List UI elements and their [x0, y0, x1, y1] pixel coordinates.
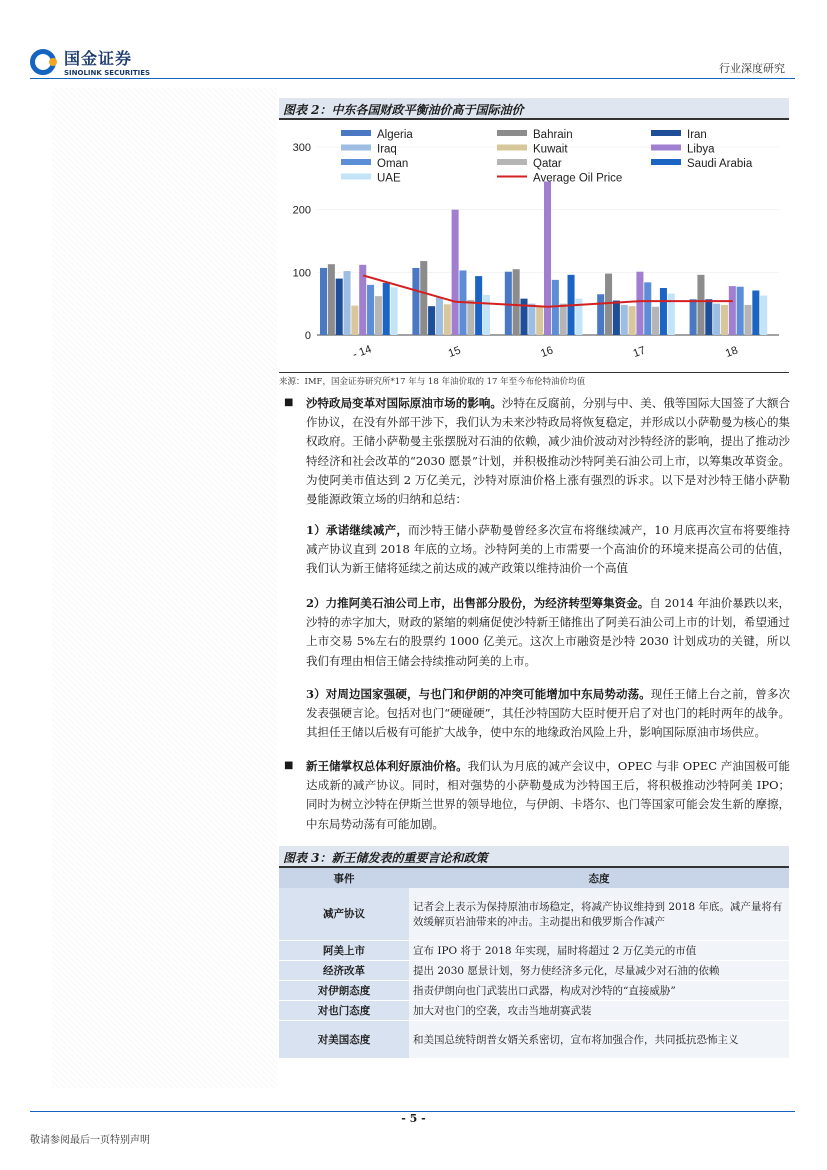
- legend-swatch: [341, 174, 371, 180]
- section2-text: 我们认为月底的减产会议中，OPEC 与非 OPEC 产油国极可能达成新的减产协议。同时，相对强势的小萨勒曼成为沙特国王后，将积极推动沙特阿美 IPO；同时为树立沙特在伊斯兰世界的领导地位，与伊朗、卡塔尔、也门等国家可能会发生新的摩擦，中东局势动荡有可能加剧。: [306, 759, 790, 831]
- col-event-header: 事件: [279, 868, 409, 888]
- legend-swatch: [497, 130, 527, 136]
- point2-paragraph: [306, 594, 790, 671]
- figure2-title: 图表 2：中东各国财政平衡油价高于国际油价: [279, 98, 789, 120]
- bar: [391, 287, 398, 335]
- legend-label: Iraq: [377, 143, 397, 156]
- bar: [760, 296, 767, 335]
- attitude-cell: 加大对也门的空袭，攻击当地胡赛武装: [409, 1000, 789, 1020]
- point1-paragraph: [306, 521, 790, 579]
- page-number: - 5 -: [401, 1112, 426, 1125]
- bar: [660, 288, 667, 335]
- bar: [721, 305, 728, 335]
- legend-label: Saudi Arabia: [687, 158, 753, 170]
- attitude-cell: 宣布 IPO 将于 2018 年实现，届时将超过 2 万亿美元的市值: [409, 940, 789, 960]
- logo-cn: 国金证券: [64, 49, 133, 68]
- section2-paragraph: [306, 757, 790, 834]
- y-tick-label: 0: [304, 330, 311, 342]
- bar: [344, 271, 351, 335]
- bar: [383, 283, 390, 335]
- section1-text: 沙特在反腐前，分别与中、美、俄等国际大国签了大额合作协议，在没有外部干涉下，我们认为未来沙特政局将恢复稳定，并形成以小萨勒曼为核心的集权政府。王储小萨勒曼主张摆脱对石油的依赖，减少油价波动对沙特经济的影响，提出了推动沙特经济和社会改革的“2030 愿景”计划，并积极推动沙特阿美石油公司上市，以筹集改革资金。为使阿美市值达到 2 万亿美元，沙特对原油价格上涨有强烈的诉求。以下是对沙特王储小萨勒曼能源政策立场的归纳和总结：: [306, 396, 791, 507]
- bar: [483, 295, 490, 335]
- bar: [636, 272, 643, 335]
- attitude-cell: 指责伊朗向也门武装出口武器，构成对沙特的“直接威胁”: [409, 980, 789, 1000]
- logo-icon: [30, 49, 56, 75]
- legend-swatch: [651, 130, 681, 136]
- point3-lead: 3）对周边国家强硬，与也门和伊朗的冲突可能增加中东局势动荡。: [306, 687, 651, 701]
- bar: [544, 181, 551, 335]
- legend-swatch: [651, 145, 681, 151]
- policy-table: [279, 868, 789, 1059]
- legend-swatch: [341, 159, 371, 165]
- legend-label: Average Oil Price: [533, 172, 623, 185]
- legend-swatch: [341, 130, 371, 136]
- company-logo: [30, 46, 150, 77]
- sidebar-background: [52, 88, 277, 1088]
- bar: [536, 306, 543, 335]
- bar: [690, 299, 697, 335]
- legend-label: Kuwait: [533, 143, 568, 156]
- point2-lead: 2）力推阿美石油公司上市，出售部分股份，为经济转型筹集资金。: [306, 596, 650, 610]
- bar: [467, 300, 474, 335]
- legend-swatch: [497, 159, 527, 165]
- section1-lead: 沙特政局变革对国际原油市场的影响。: [306, 396, 502, 410]
- bar: [597, 294, 604, 335]
- bar: [436, 297, 443, 335]
- figure2-source: 来源：IMF，国金证券研究所*17 年与 18 年油价取的 17 年至今布伦特油价均值: [279, 372, 789, 387]
- table-row: [279, 888, 789, 940]
- bar: [713, 304, 720, 335]
- bar: [336, 279, 343, 335]
- bar: [744, 305, 751, 335]
- point2-text: 自 2014 年油价暴跌以来，沙特的赤字加大，财政的紧缩的刺痛促使沙特新王储推出了阿美石油公司上市的计划，希望通过上市交易 5%左右的股票约 1000 亿美元。这次上市融资是沙特 2030 计划成功的关键，所以我们有理由相信王储会持续推动阿美的上市。: [306, 596, 791, 668]
- logo-en: SINOLINK SECURITIES: [64, 69, 151, 77]
- col-attitude-header: 态度: [409, 868, 789, 888]
- legend-label: Bahrain: [533, 129, 573, 141]
- bar: [428, 306, 435, 335]
- bar: [452, 210, 459, 335]
- bar: [697, 275, 704, 335]
- bar: [444, 304, 451, 335]
- point3-text: 现任王储上台之前，曾多次发表强硬言论。包括对也门“硬碰硬”，其任沙特国防大臣时便开启了对也门的耗时两年的战争。其担任王储以后极有可能扩大战争，使中东的地缘政治风险上升，影响国际原油市场供应。: [306, 687, 791, 740]
- bar: [475, 276, 482, 335]
- page-header: [0, 0, 827, 82]
- bar: [729, 286, 736, 335]
- point1-lead: 1）承诺继续减产，: [306, 523, 409, 537]
- point3-paragraph: [306, 685, 790, 743]
- attitude-cell: 和美国总统特朗普女婿关系密切，宣布将加强合作，共同抵抗恐怖主义: [409, 1020, 789, 1058]
- y-tick-label: 300: [292, 142, 311, 154]
- x-tick-label: 18: [723, 344, 740, 360]
- x-tick-label: 16: [539, 344, 555, 360]
- legend-label: Qatar: [533, 158, 562, 170]
- table-row: [279, 1000, 789, 1020]
- x-tick-label: - 14: [351, 343, 374, 362]
- bar: [668, 294, 675, 335]
- legend-label: Algeria: [377, 129, 413, 141]
- table-row: [279, 960, 789, 980]
- bar: [367, 285, 374, 335]
- bar: [621, 305, 628, 335]
- bar: [351, 306, 358, 335]
- chart-svg: [279, 122, 789, 370]
- bar: [520, 299, 527, 335]
- table-header-row: [279, 868, 789, 888]
- legend-label: Iran: [687, 129, 707, 141]
- bar: [513, 269, 520, 335]
- x-tick-label: 17: [631, 344, 648, 360]
- bar: [652, 307, 659, 335]
- legend-label: UAE: [377, 172, 401, 185]
- bar: [705, 299, 712, 335]
- section1-paragraph: [306, 394, 790, 509]
- bar: [737, 287, 744, 335]
- bar: [412, 268, 419, 335]
- y-tick-label: 100: [292, 267, 311, 280]
- section2-lead: 新王储掌权总体利好原油价格。: [306, 759, 468, 773]
- event-cell: 对也门态度: [279, 1000, 409, 1020]
- bar: [629, 306, 636, 335]
- bar: [605, 274, 612, 335]
- y-tick-label: 200: [292, 204, 311, 217]
- bar: [505, 272, 512, 335]
- bar: [328, 264, 335, 335]
- table-row: [279, 1020, 789, 1058]
- legend-swatch: [651, 159, 681, 165]
- event-cell: 对伊朗态度: [279, 980, 409, 1000]
- oil-price-chart: [279, 122, 789, 370]
- x-tick-label: 15: [446, 344, 463, 360]
- event-cell: 减产协议: [279, 888, 409, 940]
- figure3-title: 图表 3：新王储发表的重要言论和政策: [279, 846, 789, 868]
- bar: [613, 301, 620, 335]
- bullet-icon: ■: [284, 760, 294, 771]
- legend-swatch: [497, 145, 527, 151]
- event-cell: 经济改革: [279, 960, 409, 980]
- bar: [560, 304, 567, 335]
- point1-text: 而沙特王储小萨勒曼曾经多次宣布将继续减产，10 月底再次宣布将要维持减产协议直到 2018 年底的立场。沙特阿美的上市需要一个高油价的环境来提高公司的估值，我们认为新王储将延续之前达成的减产政策以维持油价一个高值: [306, 523, 790, 576]
- header-divider: [30, 78, 795, 79]
- bar: [320, 268, 327, 335]
- disclaimer-note: 敬请参阅最后一页特别声明: [30, 1135, 150, 1146]
- attitude-cell: 提出 2030 愿景计划，努力使经济多元化，尽量减少对石油的依赖: [409, 960, 789, 980]
- legend-swatch: [341, 145, 371, 151]
- table-row: [279, 980, 789, 1000]
- bar: [420, 261, 427, 335]
- legend-label: Oman: [377, 158, 409, 170]
- bar: [644, 282, 651, 335]
- event-cell: 阿美上市: [279, 940, 409, 960]
- bar: [375, 296, 382, 335]
- attitude-cell: 记者会上表示为保持原油市场稳定，将减产协议维持到 2018 年底。减产量将有效缓解页岩油带来的冲击。主动提出和俄罗斯合作减产: [409, 888, 789, 940]
- bullet-icon: ■: [284, 397, 294, 408]
- bar: [752, 291, 759, 335]
- bar: [528, 304, 535, 335]
- legend-label: Libya: [687, 143, 715, 156]
- report-type: 行业深度研究: [719, 62, 785, 75]
- table-row: [279, 940, 789, 960]
- event-cell: 对美国态度: [279, 1020, 409, 1058]
